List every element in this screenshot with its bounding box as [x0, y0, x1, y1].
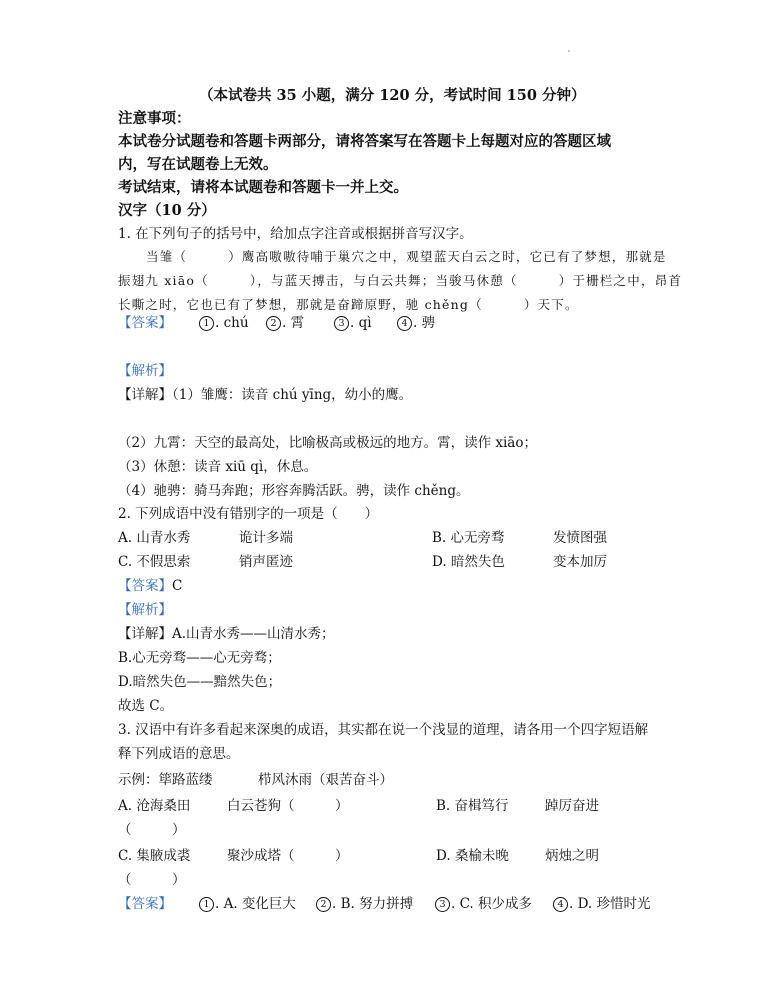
scan-speck	[568, 50, 570, 52]
q2-option-c-word-2: 销声匿迹	[239, 554, 293, 570]
q3-answer-2: 2 . B. 努力拼搏	[316, 894, 413, 914]
q1-passage-line-2: 振翅九 xiāo（ ），与蓝天搏击，与白云共舞；当骏马休憩（ ）于栅栏之中，昂首	[118, 273, 683, 288]
circled-number-icon: 4	[553, 897, 568, 912]
q2-answer: 【答案】C	[118, 578, 183, 594]
q2-option-c: C. 不假思索	[118, 554, 191, 570]
q2-conclusion: 故选 C。	[118, 698, 174, 714]
q3-option-c-word-2: 聚沙成塔（ ）	[227, 848, 349, 864]
notice-line-2: 考试结束，请将本试题卷和答题卡一并上交。	[118, 179, 408, 196]
q1-passage-line-1: 当雏（ ）鹰高嗷嗷待哺于巢穴之中，观望蓝天白云之时，它已有了梦想，那就是	[146, 249, 667, 264]
circled-number-icon: 3	[334, 316, 349, 331]
q2-detail-2: B.心无旁骛——心无旁骛；	[118, 650, 281, 666]
q3-example-answer: 栉风沐雨（艰苦奋斗）	[258, 772, 393, 788]
q2-analysis-label: 【解析】	[118, 602, 172, 618]
q1-answer-2: 2 . 霄	[266, 313, 304, 333]
q1-answer-4: 4 . 骋	[397, 313, 435, 333]
q3-stem-2: 释下列成语的意思。	[118, 746, 240, 762]
q1-detail-4: （4）驰骋：骑马奔跑；形容奔腾活跃。骋，读作 chěng。	[118, 483, 470, 499]
q1-analysis-label: 【解析】	[118, 363, 172, 379]
q1-stem: 1. 在下列句子的括号中，给加点字注音或根据拼音写汉字。	[118, 226, 473, 242]
notice-line-1b: 内，写在试题卷上无效。	[118, 156, 278, 173]
circled-number-icon: 2	[316, 897, 331, 912]
q1-detail-2: （2）九霄：天空的最高处，比喻极高或极远的地方。霄，读作 xiāo；	[118, 435, 537, 451]
q2-option-b: B. 心无旁骛	[432, 530, 505, 546]
q3-option-a: A. 沧海桑田	[118, 798, 191, 814]
q1-detail-1: 【详解】（1）雏鹰：读音 chú yīng，幼小的鹰。	[118, 387, 413, 403]
circled-number-icon: 3	[435, 897, 450, 912]
circled-number-icon: 4	[397, 316, 412, 331]
q3-stem-1: 3. 汉语中有许多看起来深奥的成语，其实都在说一个浅显的道理，请各用一个四字短语解	[118, 722, 649, 738]
q1-detail-3: （3）休憩：读音 xiū qì，休息。	[118, 459, 318, 475]
q3-answer-1: 1 . A. 变化巨大	[199, 894, 296, 914]
notice-title: 注意事项：	[118, 110, 191, 127]
q2-option-b-word-2: 发愤图强	[553, 530, 607, 546]
q3-example-label: 示例：筚路蓝缕	[118, 772, 213, 788]
q2-option-d: D. 暗然失色	[432, 554, 505, 570]
q3-option-d-word-2: 炳烛之明	[545, 848, 599, 864]
exam-info: （本试卷共 35 小题，满分 120 分，考试时间 150 分钟）	[199, 87, 586, 104]
section-title: 汉字（10 分）	[118, 202, 216, 219]
q1-answer-1: 1 . chú	[199, 313, 249, 333]
circled-number-icon: 2	[266, 316, 281, 331]
q2-detail-3: D.暗然失色——黯然失色；	[118, 674, 282, 690]
q3-answer-3: 3 . C. 积少成多	[435, 894, 532, 914]
q3-option-a-word-2: 白云苍狗（ ）	[227, 798, 349, 814]
q3-option-b: B. 奋楫笃行	[436, 798, 509, 814]
q2-option-a-word-2: 诡计多端	[239, 530, 293, 546]
q3-option-b-blank: （ ）	[118, 822, 186, 838]
notice-line-1a: 本试卷分试题卷和答题卡两部分，请将答案写在答题卡上每题对应的答题区域	[118, 133, 611, 150]
q3-option-d: D. 桑榆未晚	[436, 848, 509, 864]
circled-number-icon: 1	[199, 316, 214, 331]
circled-number-icon: 1	[199, 897, 214, 912]
q2-option-d-word-2: 变本加厉	[553, 554, 607, 570]
q3-option-c: C. 集腋成裘	[118, 848, 191, 864]
q2-option-a: A. 山青水秀	[118, 530, 191, 546]
q2-stem: 2. 下列成语中没有错别字的一项是（ ）	[118, 506, 379, 522]
q2-detail-1: 【详解】A.山青水秀——山清水秀；	[118, 626, 335, 642]
q3-option-d-blank: （ ）	[118, 872, 186, 888]
q1-passage-line-3: 长嘶之时，它也已有了梦想，那就是奋蹄原野，驰 chěng（ ）天下。	[118, 297, 579, 312]
q1-answer-3: 3 . qì	[334, 313, 372, 333]
q3-answer-label: 【答案】	[118, 896, 172, 912]
q3-answer-4: 4 . D. 珍惜时光	[553, 894, 651, 914]
q3-option-b-word-2: 踔厉奋进	[545, 798, 599, 814]
q1-answer-label: 【答案】	[118, 315, 172, 331]
